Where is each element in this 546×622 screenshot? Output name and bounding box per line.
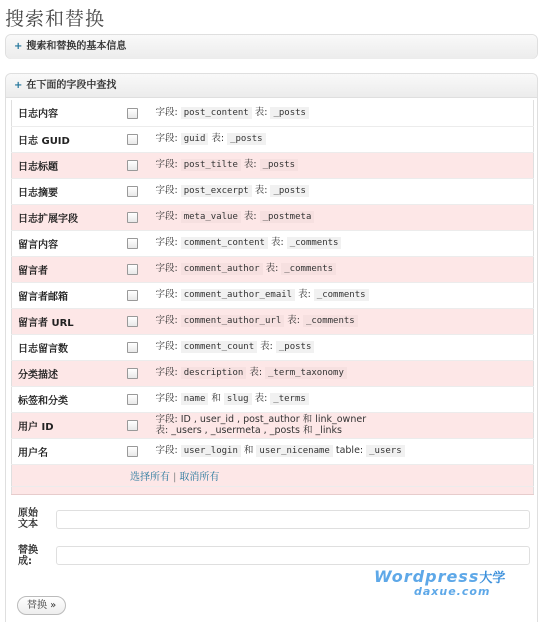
table-footer (12, 486, 534, 494)
table-list: 表: _users , _usermeta , _posts 和 _links (155, 425, 342, 436)
field-description (146, 386, 534, 412)
field-description (146, 178, 534, 204)
replace-input[interactable] (56, 546, 530, 565)
field-row (12, 256, 534, 282)
field-description (146, 334, 534, 360)
table-word: 表: (270, 237, 284, 248)
field-label: 留言者邮箱 (12, 282, 120, 308)
field-row (12, 438, 534, 464)
field-label: 标签和分类 (12, 386, 120, 412)
field-name: user_login (181, 445, 241, 457)
field-word: 字段: (155, 414, 178, 425)
field-checkbox[interactable] (127, 394, 138, 405)
field-row (12, 178, 534, 204)
table-name: _postmeta (260, 211, 315, 223)
table-word: 表: (254, 106, 268, 118)
field-label: 日志扩展字段 (12, 204, 120, 230)
field-word: 字段: (155, 445, 178, 456)
field-name: name (181, 393, 209, 405)
fields-box-toggle[interactable] (6, 74, 537, 98)
and-word: 和 (243, 445, 254, 456)
field-checkbox[interactable] (127, 212, 138, 223)
field-description (146, 438, 534, 464)
table-word: 表: (249, 367, 263, 378)
field-name: description (181, 367, 247, 379)
field-word: 字段: (155, 393, 178, 404)
table-word: 表: (243, 159, 257, 170)
fields-table (11, 100, 534, 495)
table-word: 表: (287, 315, 300, 326)
table-word: 表: (260, 341, 273, 352)
field-label: 用户名 (12, 438, 120, 464)
table-word: 表: (254, 185, 268, 196)
field-row (12, 308, 534, 334)
field-checkbox[interactable] (127, 160, 138, 171)
field-label: 日志 GUID (12, 126, 120, 152)
field-row (12, 230, 534, 256)
select-none-link[interactable]: 取消所有 (179, 471, 220, 483)
field-description (146, 308, 534, 334)
field-label: 留言者 (12, 256, 120, 282)
field-checkbox[interactable] (127, 108, 138, 119)
table-name: _comments (281, 263, 336, 275)
field-word: 字段: (155, 263, 178, 274)
field-name: comment_content (181, 237, 268, 249)
and-word: 和 (211, 393, 221, 404)
basic-info-toggle[interactable] (6, 35, 537, 59)
table-name: _posts (276, 341, 315, 353)
field-description (146, 204, 534, 230)
table-name: _comments (287, 237, 342, 249)
field-checkbox[interactable] (127, 238, 138, 249)
table-name: _comments (314, 289, 369, 301)
field-name: post_tilte (181, 159, 241, 171)
field-label: 日志标题 (12, 152, 120, 178)
field-word: 字段: (155, 315, 178, 326)
field-description (146, 412, 534, 438)
field-label: 用户 ID (12, 412, 120, 438)
field-checkbox[interactable] (127, 446, 138, 457)
field-row (12, 152, 534, 178)
field-name: meta_value (181, 211, 241, 223)
expand-plus-icon: + (14, 80, 23, 91)
table-name: _posts (260, 159, 299, 171)
replace-button[interactable]: 替换 » (17, 596, 66, 615)
table-word: 表: (298, 289, 311, 300)
field-label: 日志摘要 (12, 178, 120, 204)
field-description (146, 230, 534, 256)
search-label: 原始 文本 (18, 508, 38, 530)
table-word: 表: (254, 393, 268, 404)
field-word: 字段: (155, 159, 178, 170)
field-name: comment_author_email (181, 289, 295, 301)
field-description (146, 100, 534, 126)
expand-plus-icon: + (14, 41, 23, 52)
field-name: comment_count (181, 341, 257, 353)
table-word: 表: (243, 211, 257, 222)
basic-info-box (5, 34, 538, 59)
field-description (146, 282, 534, 308)
field-description (146, 360, 534, 386)
table-word: 表: (265, 263, 279, 274)
table-name: _posts (227, 133, 266, 145)
field-checkbox[interactable] (127, 290, 138, 301)
table-name: _term_taxonomy (265, 367, 347, 379)
search-input[interactable] (56, 510, 530, 529)
field-name: guid (181, 133, 209, 145)
fields-box (5, 73, 538, 622)
select-all-link[interactable]: 选择所有 (130, 471, 170, 483)
field-description (146, 152, 534, 178)
field-label: 日志留言数 (12, 334, 120, 360)
field-name: slug (224, 393, 252, 405)
field-list: ID , user_id , post_author 和 link_owner (180, 414, 367, 425)
field-row (12, 100, 534, 126)
field-name: post_content (181, 107, 252, 119)
field-label: 日志内容 (12, 100, 120, 126)
table-name: _posts (270, 107, 309, 119)
table-name: _posts (270, 185, 309, 197)
table-name: _users (366, 445, 405, 457)
field-row (12, 282, 534, 308)
table-word: table: (335, 445, 364, 456)
select-links-row (12, 464, 534, 486)
separator: | (173, 471, 177, 483)
field-checkbox[interactable] (127, 342, 138, 353)
page-title: 搜索和替换 (5, 8, 106, 30)
field-checkbox[interactable] (127, 186, 138, 197)
field-checkbox[interactable] (127, 264, 138, 275)
field-name: user_nicename (256, 445, 332, 457)
field-checkbox[interactable] (127, 134, 138, 145)
field-label: 分类描述 (12, 360, 120, 386)
replace-label: 替换 成: (18, 545, 38, 567)
field-row (12, 412, 534, 438)
field-word: 字段: (155, 237, 178, 248)
field-label: 留言内容 (12, 230, 120, 256)
field-row (12, 126, 534, 152)
field-row (12, 386, 534, 412)
field-checkbox[interactable] (127, 368, 138, 379)
table-word: 表: (211, 133, 225, 144)
field-row (12, 334, 534, 360)
field-word: 字段: (155, 133, 178, 144)
field-description (146, 126, 534, 152)
field-name: comment_author_url (181, 315, 285, 327)
fields-box-title: 在下面的字段中查找 (26, 80, 117, 91)
field-word: 字段: (155, 289, 178, 300)
field-name: post_excerpt (181, 185, 252, 197)
field-description (146, 256, 534, 282)
field-row (12, 360, 534, 386)
field-row (12, 204, 534, 230)
field-word: 字段: (155, 211, 178, 222)
field-word: 字段: (155, 106, 178, 118)
field-word: 字段: (155, 185, 178, 196)
field-word: 字段: (155, 367, 178, 378)
field-name: comment_author (181, 263, 263, 275)
table-name: _comments (303, 315, 358, 327)
field-checkbox[interactable] (127, 420, 138, 431)
field-checkbox[interactable] (127, 316, 138, 327)
watermark-logo: Wordpress大学 daxue.com (374, 567, 506, 598)
basic-info-title: 搜索和替换的基本信息 (26, 41, 127, 52)
field-label: 留言者 URL (12, 308, 120, 334)
table-name: _terms (270, 393, 309, 405)
field-word: 字段: (155, 341, 178, 352)
